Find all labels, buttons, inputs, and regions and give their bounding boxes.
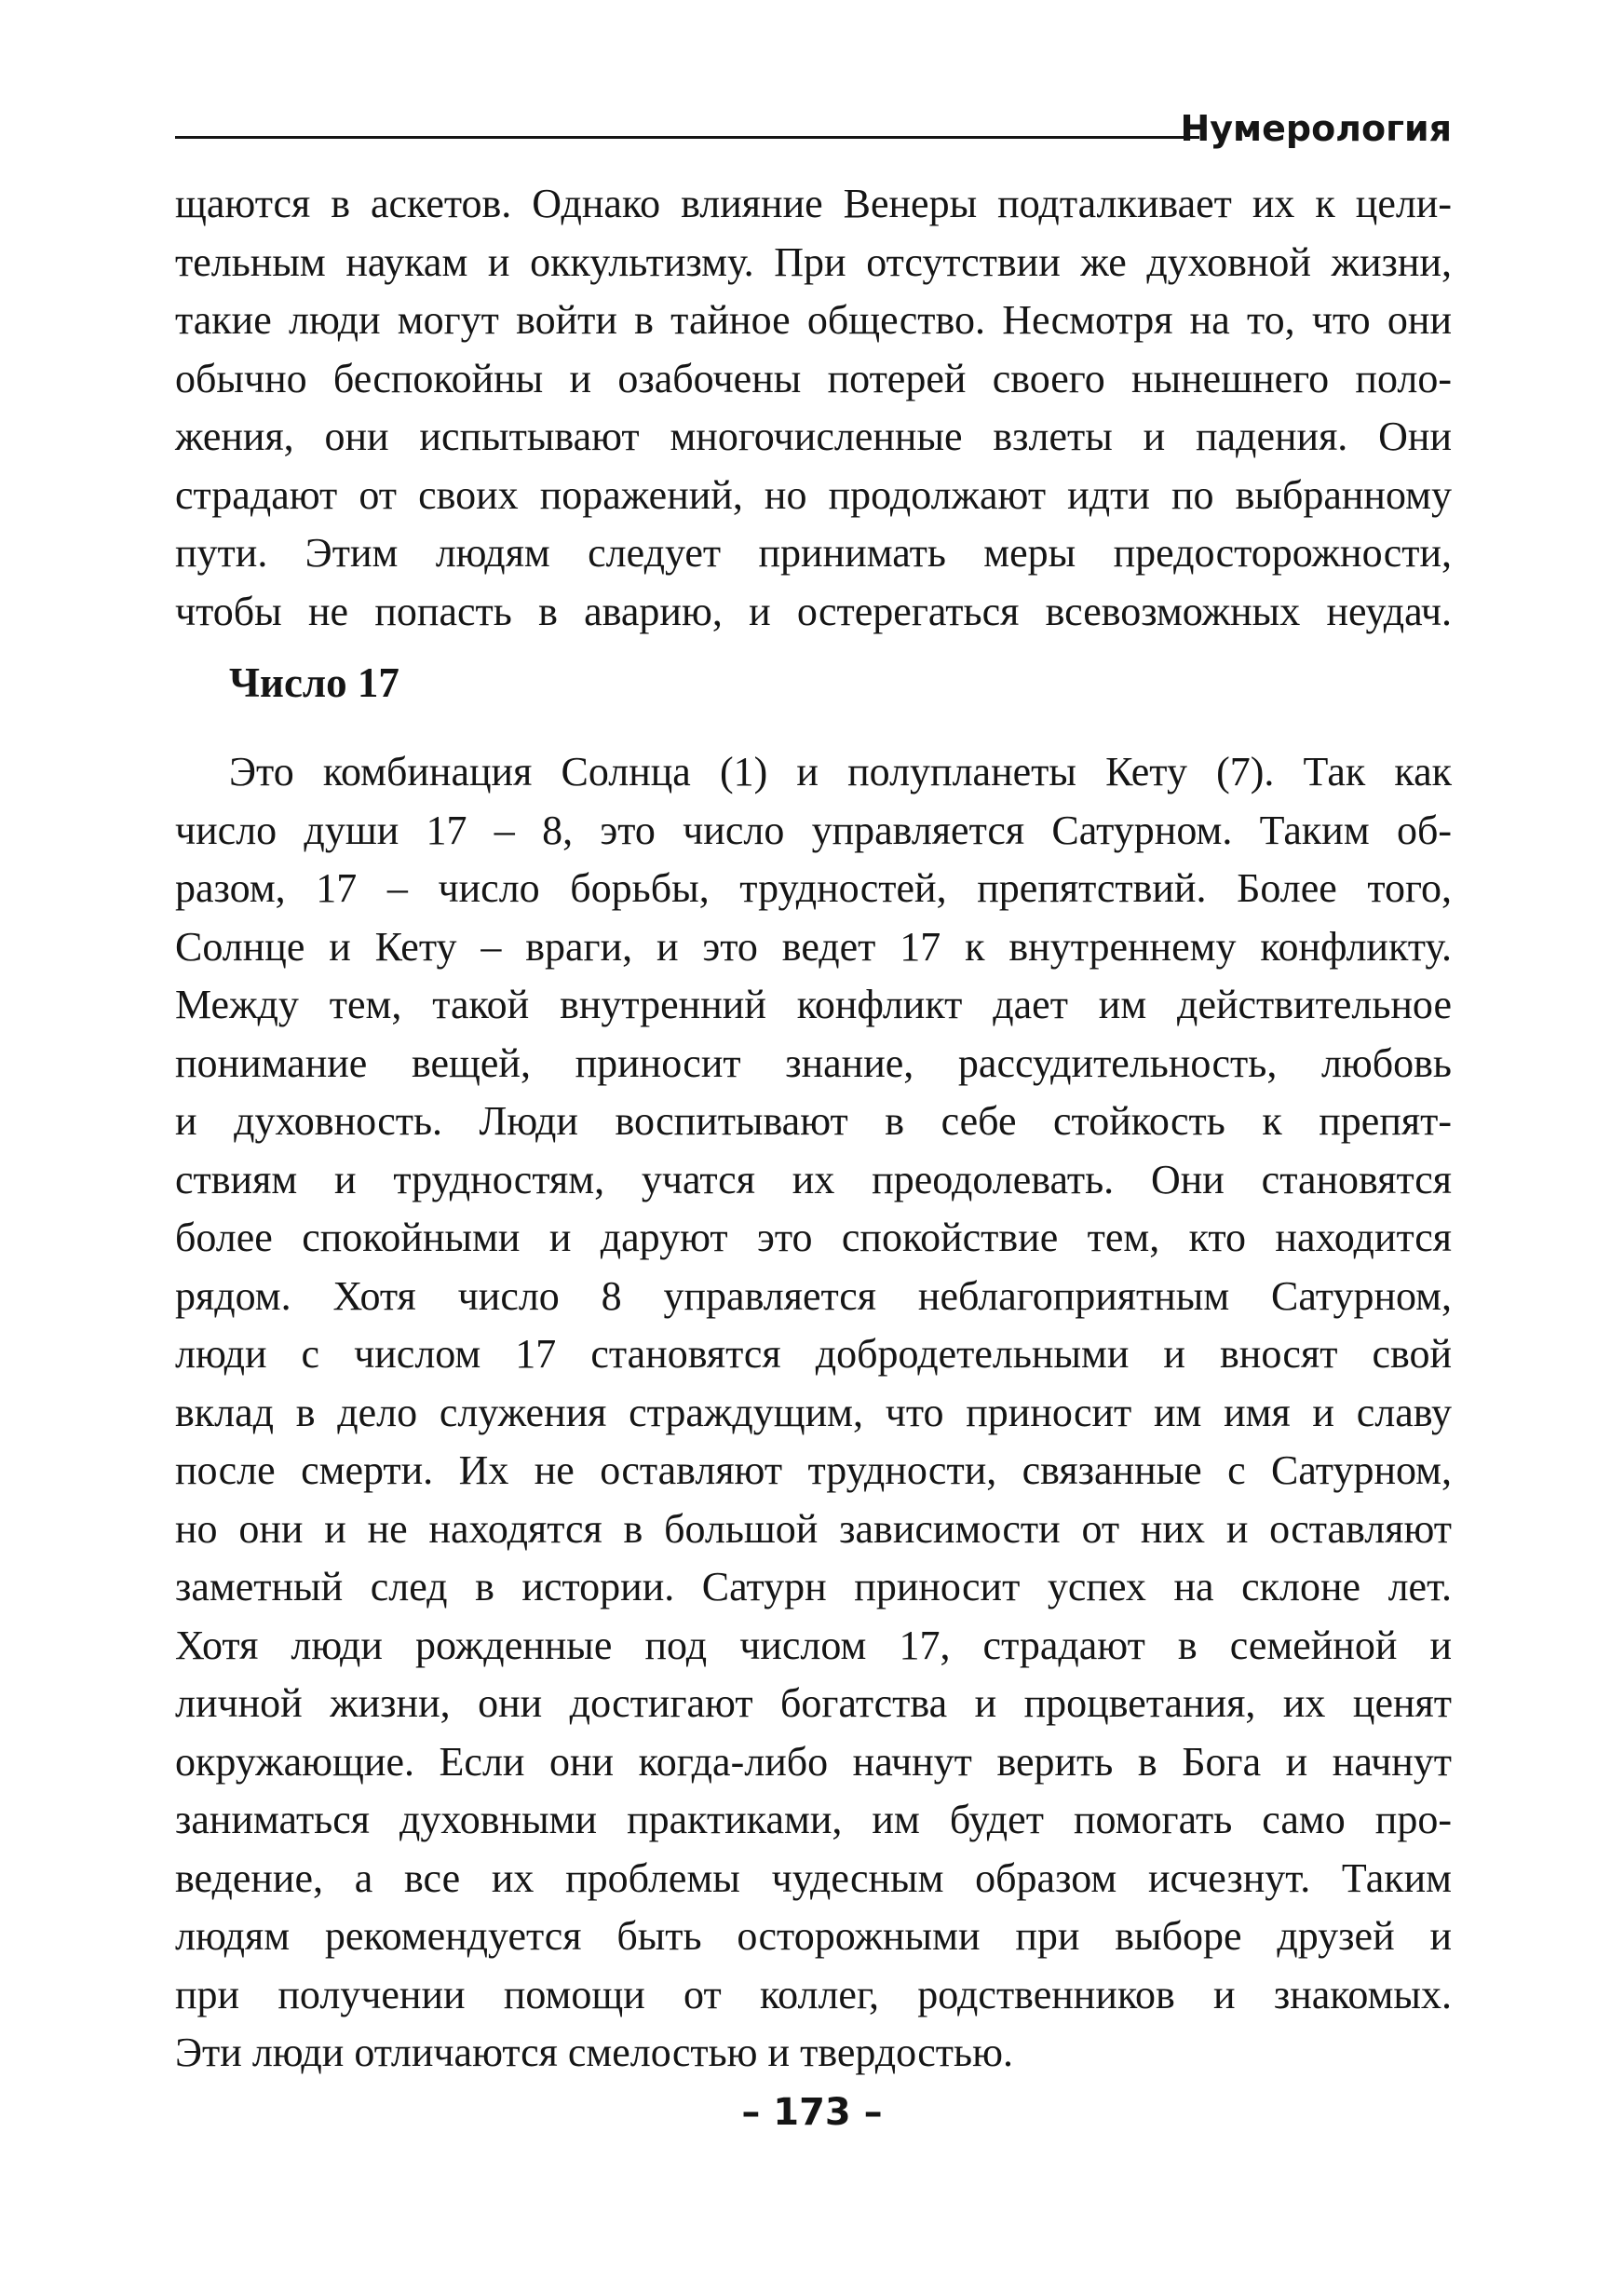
text-line: понимание вещей, приносит знание, рассудительность, любовь [175,1039,1452,1086]
text-line: разом, 17 – число борьбы, трудностей, препятствий. Более того, [175,865,1452,911]
text-line: окружающие. Если они когда-либо начнут верить в Бога и начнут [175,1738,1452,1785]
text-line: жения, они испытывают многочисленные взлеты и падения. Они [175,414,1452,459]
text-line: страдают от своих поражений, но продолжают идти по выбранному [175,471,1452,518]
text-line: число души 17 – 8, это число управляется Сатурном. Таким об- [175,807,1452,853]
paragraph-number-17 [175,743,1452,2083]
section-heading: Число 17 [229,659,399,706]
text-line: но они и не находятся в большой зависимости от них и оставляют [175,1505,1452,1552]
text-line: и духовность. Люди воспитывают в себе стойкость к препят- [175,1098,1452,1144]
text-line: пути. Этим людям следует принимать меры предосторожности, [175,530,1452,576]
text-line: Солнце и Кету – враги, и это ведет 17 к внутреннему конфликту. [175,923,1452,970]
text-line: чтобы не попасть в аварию, и остерегаться всевозможных неудач. [175,588,1452,634]
text-line: тельным наукам и оккультизму. При отсутствии же духовной жизни, [175,238,1452,285]
text-line: людям рекомендуется быть осторожными при выборе друзей и [175,1913,1452,1959]
text-line: такие люди могут войти в тайное общество. Несмотря на то, что они [175,297,1452,343]
header-title: Нумерология [1180,108,1452,149]
text-line: заниматься духовными практиками, им будет помогать само про- [175,1797,1452,1842]
text-line: Хотя люди рожденные под числом 17, страдают в семейной и [175,1622,1452,1668]
running-header [175,104,1452,153]
text-line: обычно беспокойны и озабочены потерей своего нынешнего поло- [175,355,1452,401]
text-line: при получении помощи от коллег, родственников и знакомых. [175,1971,1452,2017]
text-line: более спокойными и даруют это спокойствие тем, кто находится [175,1215,1452,1260]
paragraph-continued [175,175,1452,641]
page-number: – 173 – [741,2091,883,2134]
text-line: рядом. Хотя число 8 управляется неблагоприятным Сатурном, [175,1272,1452,1319]
text-line: заметный след в истории. Сатурн приносит успех на склоне лет. [175,1564,1452,1609]
header-rule [175,136,1199,139]
text-line: щаются в аскетов. Однако влияние Венеры подталкивает их к цели- [175,181,1452,226]
text-line: личной жизни, они достигают богатства и процветания, их ценят [175,1680,1452,1726]
text-line: Между тем, такой внутренний конфликт дает им действительное [175,982,1452,1027]
text-line: Эти люди отличаются смелостью и твердостью. [175,2030,1013,2075]
text-line: ведение, а все их проблемы чудесным образом исчезнут. Таким [175,1854,1452,1901]
text-line: Это комбинация Солнца (1) и полупланеты Кету (7). Так как [229,749,1452,794]
text-line: вклад в дело служения страждущим, что приносит им имя и славу [175,1389,1452,1435]
text-line: ствиям и трудностям, учатся их преодолевать. Они становятся [175,1156,1452,1202]
text-line: люди с числом 17 становятся добродетельными и вносят свой [175,1331,1452,1377]
text-line: после смерти. Их не оставляют трудности, связанные с Сатурном, [175,1447,1452,1493]
